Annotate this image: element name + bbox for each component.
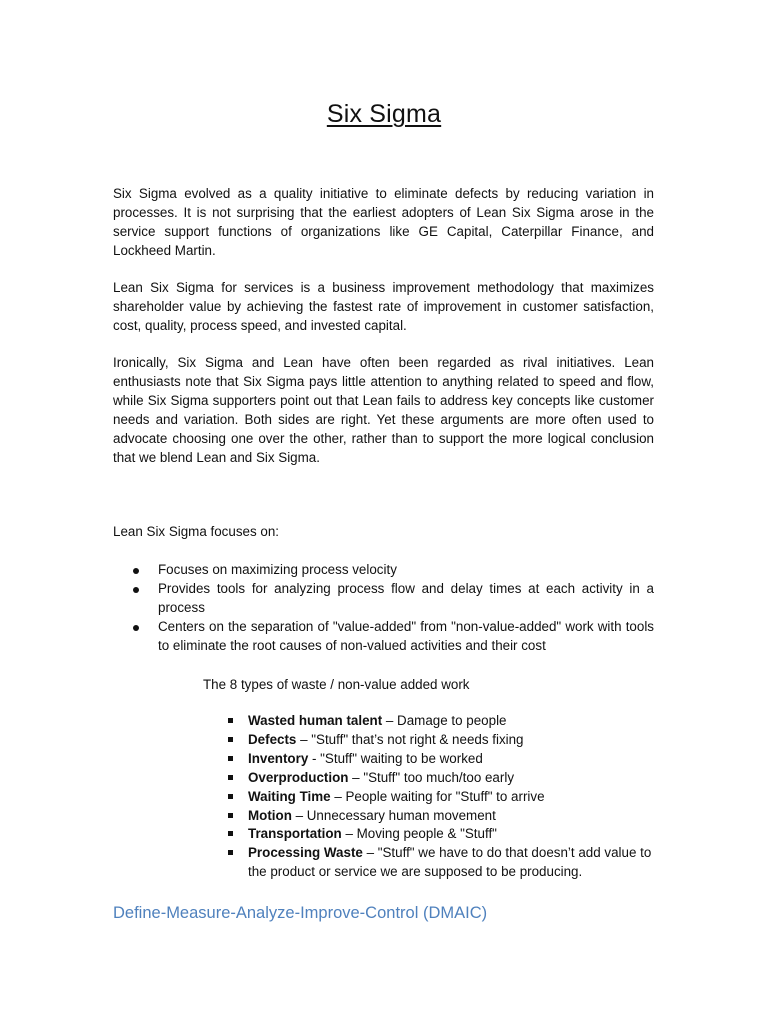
focus-list [113, 561, 654, 656]
square-bullet-icon [228, 813, 233, 818]
waste-desc: – "Stuff" we have to do that doesn’t add value to the product or service we are supposed to be producing. [248, 845, 652, 880]
waste-desc: – Damage to people [382, 713, 507, 728]
waste-term: Defects [248, 731, 297, 747]
bullet-icon [133, 587, 139, 593]
intro-paragraph: Six Sigma evolved as a quality initiative to eliminate defects by reducing variation in processes. It is not surprising that the earliest adopters of Lean Six Sigma arose in the service support functions of organizations like GE Capital, Caterpillar Finance, and Lockheed Martin. [113, 186, 654, 258]
list-item [113, 580, 654, 618]
list-item [113, 618, 654, 656]
waste-item [228, 825, 656, 844]
waste-desc: – People waiting for "Stuff" to arrive [330, 788, 545, 804]
square-bullet-icon [228, 794, 233, 799]
waste-item [228, 712, 656, 731]
methodology-paragraph: Lean Six Sigma for services is a business improvement methodology that maximizes shareholder value by achieving the fastest rate of improvement in customer satisfaction, cost, quality, process speed, and invested capital. [113, 280, 654, 333]
bullet-icon [133, 625, 139, 631]
waste-term: Waiting Time [248, 788, 331, 804]
waste-term: Inventory [248, 750, 309, 766]
square-bullet-icon [228, 756, 233, 761]
square-bullet-icon [228, 831, 233, 836]
square-bullet-icon [228, 718, 233, 723]
square-bullet-icon [228, 775, 233, 780]
waste-term: Motion [248, 807, 292, 823]
waste-term: Overproduction [248, 769, 349, 785]
list-item-text: Provides tools for analyzing process flow and delay times at each activity in a process [158, 580, 654, 615]
waste-item [228, 807, 656, 826]
rivalry-paragraph: Ironically, Six Sigma and Lean have often been regarded as rival initiatives. Lean enthusiasts note that Six Sigma pays little attention to anything related to speed and flow, while Six Sigma supporters point out that Lean fails to address key concepts like customer needs and variation. Both sides are right. Yet these arguments are more often used to advocate choosing one over the other, rather than to support the more logical conclusion that we blend Lean and Six Sigma. [113, 355, 654, 465]
waste-term: Processing Waste [248, 845, 363, 861]
waste-desc: – Unnecessary human movement [291, 807, 496, 823]
focus-intro: Lean Six Sigma focuses on: [113, 524, 279, 539]
waste-term: Transportation [248, 826, 342, 842]
waste-item [228, 844, 656, 882]
waste-desc: – Moving people & "Stuff" [341, 826, 497, 842]
waste-item [228, 788, 656, 807]
waste-desc: - "Stuff" waiting to be worked [308, 750, 483, 766]
dmaic-section-heading: Define-Measure-Analyze-Improve-Control (DMAIC) [113, 904, 488, 922]
square-bullet-icon [228, 850, 233, 855]
waste-heading: The 8 types of waste / non-value added work [203, 677, 470, 692]
waste-item [228, 731, 656, 750]
waste-item [228, 769, 656, 788]
waste-desc: – "Stuff" that’s not right & needs fixing [296, 731, 524, 747]
waste-term: Wasted human talent [248, 713, 383, 728]
list-item [113, 561, 654, 580]
list-item-text: Centers on the separation of "value-added" from "non-value-added" work with tools to eliminate the root causes of non-valued activities and their cost [158, 618, 654, 653]
waste-list [228, 712, 656, 882]
bullet-icon [133, 568, 139, 574]
square-bullet-icon [228, 737, 233, 742]
page-title: Six Sigma [326, 100, 442, 128]
waste-desc: – "Stuff" too much/too early [348, 769, 515, 785]
waste-item [228, 750, 656, 769]
list-item-text: Focuses on maximizing process velocity [158, 562, 397, 577]
